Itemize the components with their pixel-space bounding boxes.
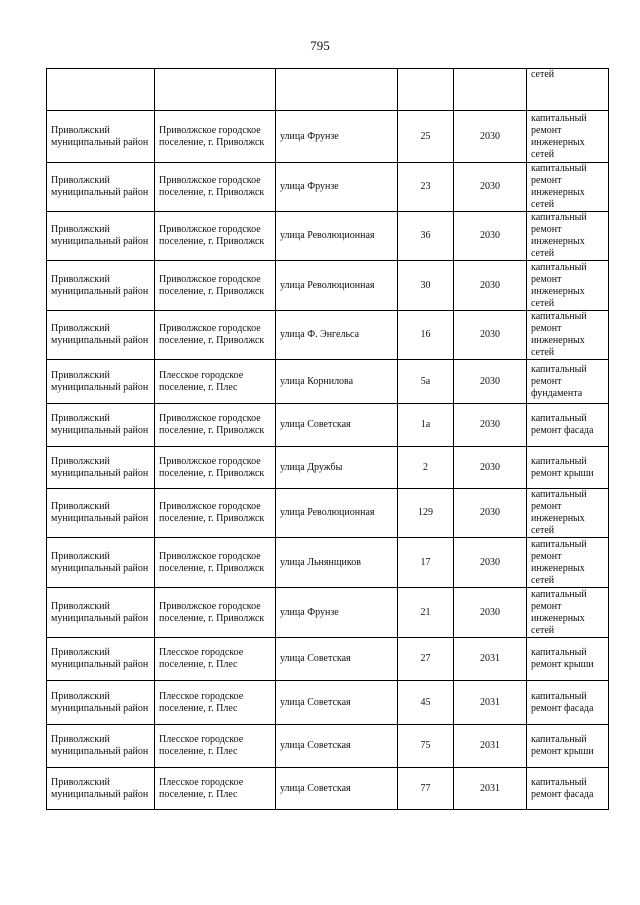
year-cell: 2030 — [454, 489, 527, 538]
table-row — [47, 681, 609, 725]
settlement-cell: Приволжское городское поселение, г. Приволжск — [155, 111, 276, 163]
year-cell: 2030 — [454, 588, 527, 638]
house-cell: 30 — [398, 261, 454, 311]
district-cell: Приволжский муниципальный район — [47, 212, 155, 261]
work-cell: капитальный ремонт инженерных сетей — [527, 588, 609, 638]
table-body — [47, 69, 609, 810]
house-cell: 5а — [398, 360, 454, 404]
table-row — [47, 638, 609, 681]
work-cell: капитальный ремонт фасада — [527, 681, 609, 725]
year-cell: 2030 — [454, 212, 527, 261]
street-cell: улица Льнянщиков — [276, 538, 398, 588]
settlement-cell: Плесское городское поселение, г. Плес — [155, 681, 276, 725]
house-cell: 1а — [398, 404, 454, 447]
district-cell: Приволжский муниципальный район — [47, 163, 155, 212]
settlement-cell: Приволжское городское поселение, г. Приволжск — [155, 212, 276, 261]
street-cell: улица Фрунзе — [276, 163, 398, 212]
table-row — [47, 489, 609, 538]
house-cell: 75 — [398, 725, 454, 768]
district-cell: Приволжский муниципальный район — [47, 489, 155, 538]
work-cell: капитальный ремонт фасада — [527, 404, 609, 447]
house-cell: 23 — [398, 163, 454, 212]
settlement-cell: Плесское городское поселение, г. Плес — [155, 360, 276, 404]
work-cell: капитальный ремонт инженерных сетей — [527, 111, 609, 163]
year-cell: 2030 — [454, 261, 527, 311]
street-cell: улица Ф. Энгельса — [276, 311, 398, 360]
house-cell: 27 — [398, 638, 454, 681]
year-cell: 2031 — [454, 681, 527, 725]
house-cell: 77 — [398, 768, 454, 810]
street-cell — [276, 69, 398, 111]
district-cell: Приволжский муниципальный район — [47, 447, 155, 489]
district-cell: Приволжский муниципальный район — [47, 768, 155, 810]
year-cell: 2031 — [454, 725, 527, 768]
street-cell: улица Фрунзе — [276, 588, 398, 638]
work-cell: капитальный ремонт фасада — [527, 768, 609, 810]
work-cell: капитальный ремонт инженерных сетей — [527, 538, 609, 588]
district-cell: Приволжский муниципальный район — [47, 111, 155, 163]
street-cell: улица Советская — [276, 725, 398, 768]
table-row — [47, 163, 609, 212]
settlement-cell: Плесское городское поселение, г. Плес — [155, 725, 276, 768]
year-cell: 2030 — [454, 163, 527, 212]
street-cell: улица Революционная — [276, 261, 398, 311]
work-cell: капитальный ремонт крыши — [527, 725, 609, 768]
table-row — [47, 725, 609, 768]
district-cell: Приволжский муниципальный район — [47, 638, 155, 681]
year-cell: 2030 — [454, 538, 527, 588]
work-cell: капитальный ремонт инженерных сетей — [527, 163, 609, 212]
table-row — [47, 538, 609, 588]
year-cell: 2030 — [454, 360, 527, 404]
district-cell: Приволжский муниципальный район — [47, 261, 155, 311]
table-row — [47, 404, 609, 447]
street-cell: улица Советская — [276, 638, 398, 681]
street-cell: улица Советская — [276, 404, 398, 447]
table-row — [47, 311, 609, 360]
year-cell — [454, 69, 527, 111]
settlement-cell: Плесское городское поселение, г. Плес — [155, 768, 276, 810]
street-cell: улица Революционная — [276, 212, 398, 261]
year-cell: 2030 — [454, 311, 527, 360]
work-cell: капитальный ремонт крыши — [527, 638, 609, 681]
settlement-cell: Приволжское городское поселение, г. Приволжск — [155, 489, 276, 538]
year-cell: 2030 — [454, 447, 527, 489]
district-cell: Приволжский муниципальный район — [47, 538, 155, 588]
repair-schedule-table — [46, 68, 609, 810]
work-cell: капитальный ремонт инженерных сетей — [527, 212, 609, 261]
house-cell: 2 — [398, 447, 454, 489]
district-cell: Приволжский муниципальный район — [47, 588, 155, 638]
settlement-cell: Приволжское городское поселение, г. Приволжск — [155, 163, 276, 212]
work-cell: капитальный ремонт инженерных сетей — [527, 261, 609, 311]
district-cell: Приволжский муниципальный район — [47, 725, 155, 768]
table-row — [47, 768, 609, 810]
house-cell: 45 — [398, 681, 454, 725]
table-row — [47, 447, 609, 489]
table-row — [47, 261, 609, 311]
page-number: 795 — [310, 38, 330, 53]
continuation-row — [47, 69, 609, 111]
work-cell: капитальный ремонт крыши — [527, 447, 609, 489]
district-cell: Приволжский муниципальный район — [47, 360, 155, 404]
street-cell: улица Дружбы — [276, 447, 398, 489]
year-cell: 2031 — [454, 768, 527, 810]
district-cell — [47, 69, 155, 111]
house-cell: 25 — [398, 111, 454, 163]
work-cell: капитальный ремонт инженерных сетей — [527, 311, 609, 360]
settlement-cell: Приволжское городское поселение, г. Приволжск — [155, 404, 276, 447]
year-cell: 2030 — [454, 404, 527, 447]
district-cell: Приволжский муниципальный район — [47, 681, 155, 725]
settlement-cell: Приволжское городское поселение, г. Приволжск — [155, 447, 276, 489]
settlement-cell: Приволжское городское поселение, г. Приволжск — [155, 538, 276, 588]
settlement-cell: Приволжское городское поселение, г. Приволжск — [155, 311, 276, 360]
table-row — [47, 111, 609, 163]
house-cell: 17 — [398, 538, 454, 588]
street-cell: улица Корнилова — [276, 360, 398, 404]
work-cell: сетей — [527, 69, 609, 111]
work-cell: капитальный ремонт фундамента — [527, 360, 609, 404]
table-row — [47, 588, 609, 638]
year-cell: 2030 — [454, 111, 527, 163]
district-cell: Приволжский муниципальный район — [47, 404, 155, 447]
house-cell: 129 — [398, 489, 454, 538]
table-row — [47, 360, 609, 404]
district-cell: Приволжский муниципальный район — [47, 311, 155, 360]
settlement-cell: Приволжское городское поселение, г. Приволжск — [155, 588, 276, 638]
street-cell: улица Революционная — [276, 489, 398, 538]
table-row — [47, 212, 609, 261]
year-cell: 2031 — [454, 638, 527, 681]
settlement-cell: Приволжское городское поселение, г. Приволжск — [155, 261, 276, 311]
settlement-cell: Плесское городское поселение, г. Плес — [155, 638, 276, 681]
work-cell: капитальный ремонт инженерных сетей — [527, 489, 609, 538]
street-cell: улица Советская — [276, 681, 398, 725]
house-cell — [398, 69, 454, 111]
house-cell: 36 — [398, 212, 454, 261]
house-cell: 16 — [398, 311, 454, 360]
street-cell: улица Фрунзе — [276, 111, 398, 163]
settlement-cell — [155, 69, 276, 111]
house-cell: 21 — [398, 588, 454, 638]
street-cell: улица Советская — [276, 768, 398, 810]
